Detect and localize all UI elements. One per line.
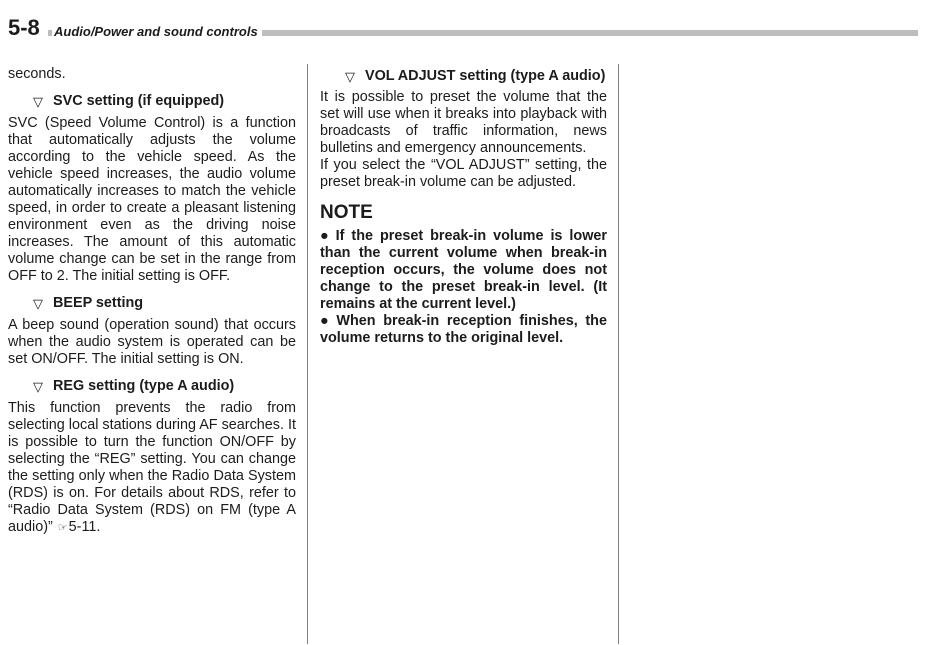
reg-body: This function prevents the radio from selecting local stations during AF searches. It is possible to turn the function ON/OFF by selecting the “REG” setting. You can change the setting only when the Radio Data System (RDS) is on. For details about RDS, refer to “Radio Data System (RDS) on FM (type A audio)” — [8, 400, 296, 535]
reg-body-paragraph — [8, 400, 296, 537]
beep-heading — [33, 295, 296, 312]
reg-heading — [33, 378, 296, 395]
down-triangle-icon: ▽ — [33, 296, 43, 311]
note-item — [320, 313, 607, 347]
note-item-text: When break-in reception finishes, the volume returns to the original level. — [320, 313, 607, 346]
down-triangle-icon: ▽ — [33, 94, 43, 109]
page-number: 5-8 — [8, 14, 48, 42]
column-divider — [618, 64, 619, 644]
note-item — [320, 228, 607, 313]
note-title: NOTE — [320, 202, 373, 223]
page-header — [8, 14, 918, 40]
svc-heading — [33, 93, 296, 110]
column-divider — [307, 64, 308, 644]
vol-adjust-heading — [345, 68, 607, 85]
intro-text: seconds. — [8, 66, 66, 82]
pointing-hand-icon: ☞ — [57, 522, 68, 534]
section-title: Audio/Power and sound controls — [52, 23, 262, 41]
down-triangle-icon: ▽ — [345, 69, 355, 84]
bullet-icon: ● — [320, 228, 332, 244]
note-box — [320, 202, 607, 347]
vol-adjust-heading-label: VOL ADJUST setting (type A audio) — [365, 68, 606, 84]
reg-heading-label: REG setting (type A audio) — [53, 378, 235, 394]
bullet-icon: ● — [320, 313, 333, 329]
svc-heading-label: SVC setting (if equipped) — [53, 93, 225, 109]
down-triangle-icon: ▽ — [33, 379, 43, 394]
svc-body: SVC (Speed Volume Control) is a function that automatically adjusts the volume according to the vehicle speed. As the vehicle speed increases, the audio volume automatically increases to match the vehicle speed, in order to create a pleasant listening environment even as the driving noise increases. The amount of this automatic volume change can be set in the range from OFF to 2. The initial setting is OFF. — [8, 115, 296, 284]
vol-adjust-body-1: It is possible to preset the volume that the set will use when it breaks into playback with broadcasts of traffic information, news bulletins and emergency announcements. — [320, 89, 607, 156]
vol-adjust-body-2: If you select the “VOL ADJUST” setting, the preset break-in volume can be adjusted. — [320, 157, 607, 190]
beep-heading-label: BEEP setting — [53, 295, 144, 311]
note-item-text: If the preset break-in volume is lower than the current volume when break-in reception occurs, the volume does not change to the preset break-in level. (It remains at the current level.) — [320, 228, 607, 312]
reg-reference-page[interactable]: 5-11. — [68, 519, 101, 535]
middle-column — [320, 66, 607, 347]
left-column — [8, 66, 296, 537]
beep-body: A beep sound (operation sound) that occurs when the audio system is operated can be set ON/OFF. The initial setting is ON. — [8, 317, 296, 367]
